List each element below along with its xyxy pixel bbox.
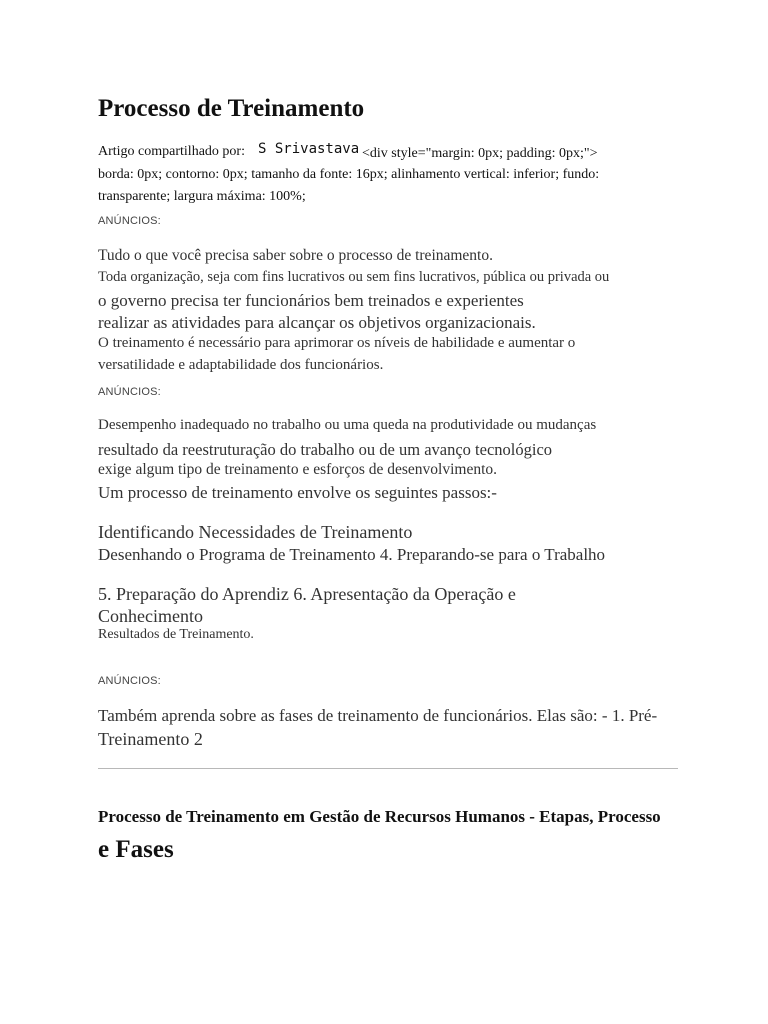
page-title: Processo de Treinamento (98, 95, 365, 122)
code-fragment: <div style="margin: 0px; padding: 0px;"> (362, 146, 598, 161)
paragraph-line: Desempenho inadequado no trabalho ou uma queda na produtividade ou mudanças (98, 417, 597, 433)
paragraph-line: Também aprenda sobre as fases de treinamento de funcionários. Elas são: - 1. Pré- (98, 706, 658, 725)
step-line: Conhecimento (98, 606, 203, 626)
step-line: Resultados de Treinamento. (98, 627, 254, 642)
paragraph-line: Tudo o que você precisa saber sobre o processo de treinamento. (98, 247, 493, 264)
code-fragment: transparente; largura máxima: 100%; (98, 189, 306, 204)
byline-label: Artigo compartilhado por: (98, 144, 245, 159)
ads-label: ANÚNCIOS: (98, 215, 161, 227)
paragraph-line: versatilidade e adaptabilidade dos funcionários. (98, 357, 384, 373)
section-heading: e Fases (98, 836, 174, 863)
code-fragment: borda: 0px; contorno: 0px; tamanho da fonte: 16px; alinhamento vertical: inferior; fundo: (98, 167, 600, 182)
step-line: 5. Preparação do Aprendiz 6. Apresentação da Operação e (98, 584, 516, 604)
divider (98, 768, 678, 769)
paragraph-line: realizar as atividades para alcançar os objetivos organizacionais. (98, 313, 536, 332)
step-line: Desenhando o Programa de Treinamento 4. Preparando-se para o Trabalho (98, 545, 606, 564)
ads-label: ANÚNCIOS: (98, 386, 161, 398)
ads-label: ANÚNCIOS: (98, 675, 161, 687)
paragraph-line: Treinamento 2 (98, 729, 203, 749)
author-name: S Srivastava (258, 141, 360, 157)
section-heading: Processo de Treinamento em Gestão de Recursos Humanos - Etapas, Processo (98, 807, 661, 826)
paragraph-line: resultado da reestruturação do trabalho ou de um avanço tecnológico (98, 440, 553, 459)
paragraph-line: exige algum tipo de treinamento e esforços de desenvolvimento. (98, 461, 498, 478)
step-line: Identificando Necessidades de Treinamento (98, 522, 413, 542)
paragraph-line: O treinamento é necessário para aprimorar os níveis de habilidade e aumentar o (98, 335, 576, 351)
paragraph-line: o governo precisa ter funcionários bem treinados e experientes (98, 291, 524, 310)
paragraph-line: Toda organização, seja com fins lucrativos ou sem fins lucrativos, pública ou privada ou (98, 269, 610, 285)
paragraph-line: Um processo de treinamento envolve os seguintes passos:- (98, 483, 497, 502)
